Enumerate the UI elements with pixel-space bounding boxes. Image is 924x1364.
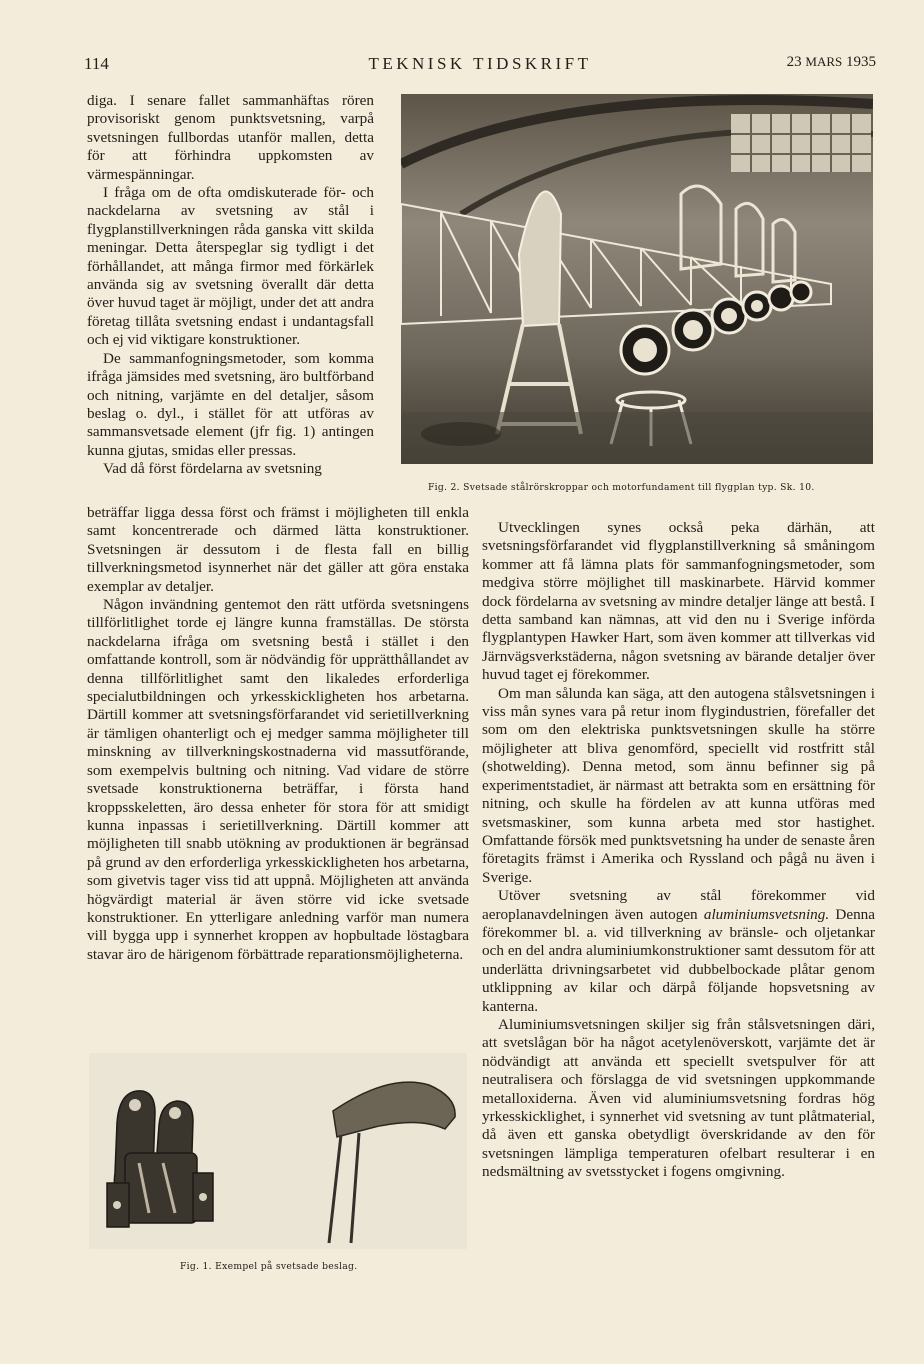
paragraph: Aluminiumsvetsningen skiljer sig från stålsvetsningen däri, att svetslågan bör ha något acetylenöverskott, varjämte det är nödvändigt att använda ett speciellt svetspulver för att neutralisera och förslagga de vid svetsningen uppkommande metalloxiderna. Även vid aluminiumsvetsning fordras hög yrkesskicklighet, i synnerhet vid svetsning av tunt plåtmaterial, då även ett ganska obetydligt överskridande av den för svetsningen lämpliga temperaturen ofelbart resulterar i en nedsmältning av svetsstycket i fogens omgivning.: [482, 1015, 875, 1181]
issue-year: 1935: [846, 54, 876, 70]
page-header: [84, 54, 876, 80]
paragraph: De sammanfogningsmetoder, som komma ifråga jämsides med svetsning, äro bultförband och nitning, varjämte en del detaljer, såsom beslag o. dyl., i stället för att utföras av sammansvetsade element (jfr fig. 1) antingen kunna gjutas, smidas eller pressas.: [87, 349, 374, 459]
left-column-top: [87, 92, 374, 504]
paragraph: Om man sålunda kan säga, att den autogena stålsvetsningen i viss mån synes vara på retur inom flygindustrien, förefaller det som om den elektriska punktsvetsningen skulle ha större möjligheter att bliva genomförd, speciellt vid rostfritt stål (shotwelding). Denna metod, som ännu befinner sig på experimentstadiet, är närmast att betrakta som en ersättning för nitning, och skulle ha fördelen av att kunna utföras med svetsmaskiner, som kunna arbeta med stor hastighet. Omfattande försök med punktsvetsning ha under de senaste åren företagits främst i Amerika och Ryssland och pågå nu även i Sverige.: [482, 684, 875, 886]
issue-month: MARS: [805, 54, 843, 69]
figure-2-caption: Fig. 2. Svetsade stålrörskroppar och motorfundament till flygplan typ. Sk. 10.: [428, 482, 815, 493]
journal-title: TEKNISK TIDSKRIFT: [368, 54, 592, 73]
emphasis: aluminiumsvetsning.: [703, 905, 830, 923]
paragraph: Utvecklingen synes också peka därhän, att svetsningsförfarandet vid flygplanstillverkning så småningom kommer att få lämna plats för sammanfogningsmetoder, som medgiva större möjlighet till maskinarbete. Härvid kommer dock fördelarna av svetsning av mindre detaljer länge att bestå. I detta samband kan nämnas, att vid den nu i Sverige införda flygplantypen Hawker Hart, som även kommer att tillverkas vid Järnvägsverkstäderna, någon svetsning av bärande detaljer över huvud taget ej förekommer.: [482, 519, 875, 684]
issue-day: 23: [786, 54, 802, 70]
figure-1-photo: [89, 1053, 467, 1249]
paragraph: Någon invändning gentemot den rätt utförda svetsningens tillförlitlighet torde ej längre kunna framställas. De största nackdelarna ifråga om svetsning bestå i stället i den omfattande kontroll, som är nödvändig för upprätthållandet av denna tillförlitlighet samt den likaledes erforderliga specialutbildningen och yrkesskickligheten hos arbetarna. Därtill kommer att svetsningsförfarandet vid serietillverkning är tämligen ohanterligt och ej medger samma möjligheter till minskning av tillverkningskostnaderna vid massutförande, som exempelvis bultning och nitning. Vad vidare de större svetsade konstruktionerna beträffar, i första hand kroppsskeletten, äro dessa enheter för stora för att smidigt kunna inpassas i serietillverkning. Därtill kommer att möjligheten till snabb utökning av produktionen är begränsad på grund av den erforderliga yrkesskickligheten hos arbetarna, som givetvis tager viss tid att uppnå. Möjligheten att använda högvärdigt material är även större vid icke svetsade konstruktioner. En ytterligare anledning varför man numera vill bygga upp i synnerhet kroppen av hopbultade löstagbara stavar äro de härigenom förbättrade reparationsmöjligheterna.: [87, 596, 469, 963]
figure-2-photo: [401, 94, 873, 464]
paragraph: Vad då först fördelarna av svetsning: [103, 460, 322, 478]
paragraph: beträffar ligga dessa först och främst i möjligheten till enkla samt koncentrerade och därmed lätta konstruktioner. Svetsningen är dessutom i de flesta fall en billig tillverkningsmetod isynnerhet när det gäller att göra enstaka exemplar av detaljer.: [87, 504, 469, 595]
hangar-photo-illustration: [401, 94, 873, 464]
left-column-bottom: [87, 504, 469, 1044]
fittings-photo-illustration: [89, 1053, 467, 1249]
page-number: 114: [84, 54, 109, 73]
figure-1-caption: Fig. 1. Exempel på svetsade beslag.: [180, 1261, 358, 1272]
right-column: [482, 519, 875, 1279]
text-run: Utöver svetsning av stål förekommer vid aeroplanavdelningen även autogen: [482, 887, 875, 923]
paragraph: I fråga om de ofta omdiskuterade för- och nackdelarna av svetsning av stål i flygplanstillverkningen råda ganska vitt skilda meningar. Detta återspeglar sig tydligt i det förhållandet, att många firmor med förkärlek använda sig av svetsning överallt där detta över huvud taget är möjligt, under det att andra företag tillåta svetsning endast i undantagsfall och ej vid viktigare konstruktioner.: [87, 184, 374, 349]
issue-date: [787, 54, 876, 71]
paragraph: diga. I senare fallet sammanhäftas rören provisoriskt genom punktsvetsning, varpå svetsningen fullbordas utanför mallen, detta för att förhindra uppkomsten av värmespänningar.: [87, 92, 374, 183]
paragraph: [482, 887, 875, 1016]
text-run: Denna förekommer bl. a. vid tillverkning av bränsle- och oljetankar och en del andra aluminiumkonstruktioner samt dessutom för att underlätta drivningsarbetet vid dubbelbockade plåtar genom utklippning av kilar och därpå följande hopsvetsning av kanterna.: [482, 905, 875, 1015]
